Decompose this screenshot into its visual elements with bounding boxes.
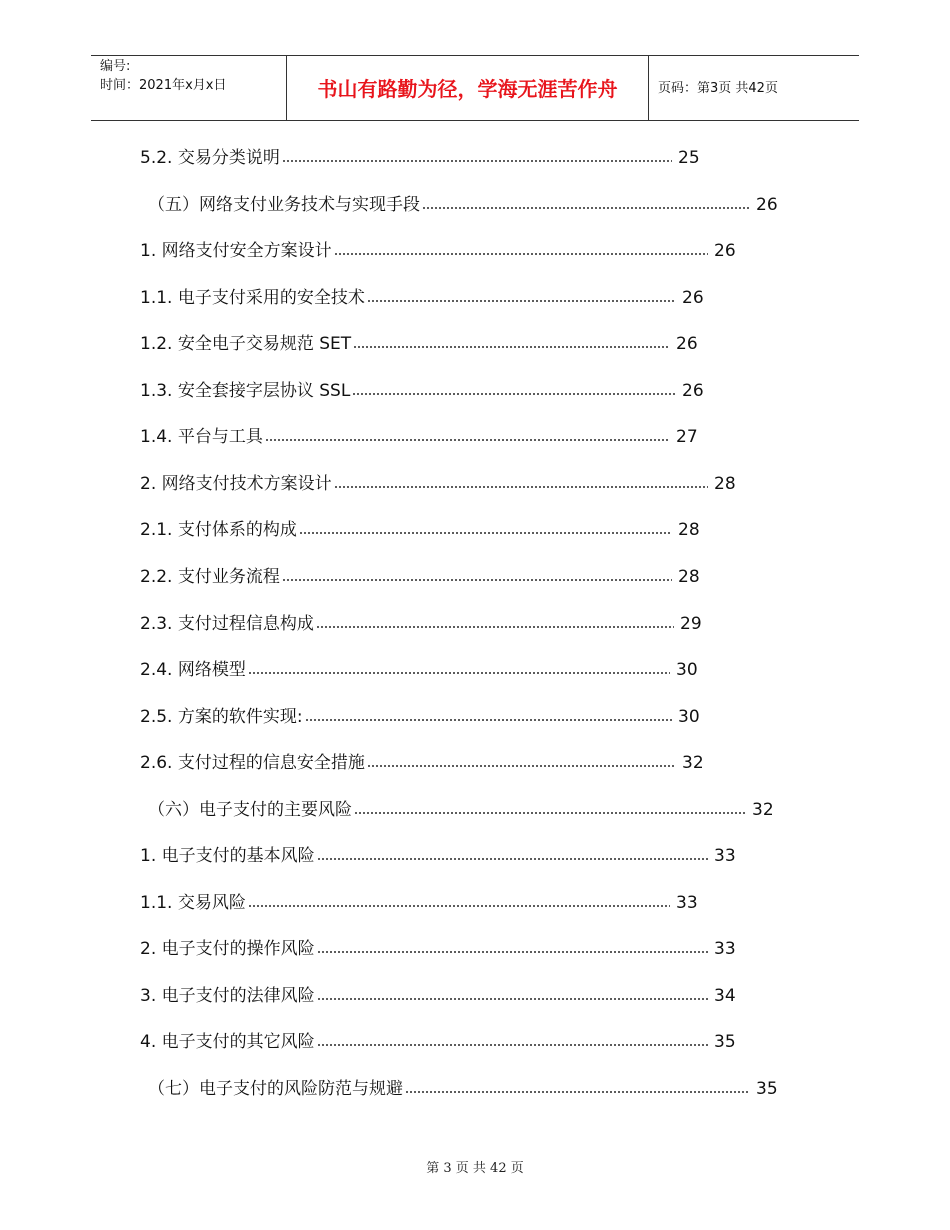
- toc-entry-title: （七）电子支付的风险防范与规避: [148, 1079, 403, 1099]
- toc-entry: [148, 1077, 786, 1101]
- toc-entry-title: （五）网络支付业务技术与实现手段: [148, 194, 420, 215]
- toc-leader-dots: [248, 671, 670, 675]
- toc-leader-dots: [334, 485, 708, 489]
- toc-entry: [140, 891, 706, 915]
- toc-entry: [140, 751, 712, 775]
- toc-entry: [140, 984, 744, 1008]
- toc-entry: [140, 146, 708, 170]
- toc-entry: [148, 798, 782, 822]
- toc-entry-page: 28: [714, 473, 736, 494]
- toc-entry-page: 35: [756, 1079, 778, 1099]
- toc-leader-dots: [248, 904, 670, 908]
- toc-entry-page: 29: [680, 613, 702, 634]
- toc-leader-dots: [367, 299, 676, 303]
- toc-leader-dots: [405, 1090, 750, 1094]
- toc-entry: [140, 1030, 744, 1054]
- toc-entry-page: 33: [714, 939, 736, 960]
- toc-entry-page: 28: [678, 520, 700, 541]
- toc-entry-title: （六）电子支付的主要风险: [148, 799, 352, 820]
- toc-leader-dots: [317, 950, 708, 954]
- toc-leader-dots: [317, 997, 708, 1001]
- toc-leader-dots: [354, 811, 746, 815]
- toc-entry: [140, 472, 744, 496]
- toc-entry-page: 27: [676, 427, 698, 448]
- toc-leader-dots: [352, 392, 676, 396]
- toc-leader-dots: [316, 625, 674, 629]
- toc-entry-title: 1.1. 交易风险: [140, 892, 246, 913]
- toc-entry-page: 32: [682, 753, 704, 774]
- toc-entry-title: 5.2. 交易分类说明: [140, 148, 280, 168]
- toc-leader-dots: [317, 857, 708, 861]
- toc-leader-dots: [282, 578, 672, 582]
- toc-entry-page: 26: [756, 194, 778, 215]
- toc-entry-title: 2. 电子支付的操作风险: [140, 939, 315, 960]
- date-label: 时间：2021年x月x日: [100, 78, 227, 93]
- toc-entry: [140, 239, 744, 263]
- toc-leader-dots: [334, 252, 708, 256]
- toc-leader-dots: [305, 718, 672, 722]
- toc-entry: [140, 379, 712, 403]
- toc-leader-dots: [422, 206, 750, 210]
- toc-entry-page: 26: [714, 241, 736, 262]
- toc-leader-dots: [299, 531, 672, 535]
- toc-entry-page: 33: [676, 892, 698, 913]
- page-footer: 第 3 页 共 42 页: [426, 1161, 524, 1176]
- toc-entry: [140, 612, 710, 636]
- toc-entry: [140, 937, 744, 961]
- toc-leader-dots: [282, 159, 672, 163]
- toc-entry-page: 26: [682, 287, 704, 308]
- toc-leader-dots: [265, 438, 670, 442]
- toc-entry-title: 3. 电子支付的法律风险: [140, 985, 315, 1006]
- toc-entry-title: 1. 电子支付的基本风险: [140, 846, 315, 867]
- toc-entry-page: 32: [752, 799, 774, 820]
- toc-entry-page: 26: [676, 334, 698, 355]
- toc-entry-title: 2.3. 支付过程信息构成: [140, 613, 314, 634]
- toc-entry: [140, 425, 706, 449]
- toc-entry: [140, 332, 706, 356]
- toc-entry: [140, 658, 706, 682]
- toc-entry-title: 1. 网络支付安全方案设计: [140, 241, 332, 262]
- toc-entry-page: 28: [678, 566, 700, 587]
- toc-entry: [148, 193, 786, 217]
- toc-entry-page: 26: [682, 380, 704, 401]
- header-motto: 书山有路勤为径，学海无涯苦作舟: [317, 77, 618, 101]
- toc-entry: [140, 565, 708, 589]
- toc-entry-page: 33: [714, 846, 736, 867]
- toc-entry-page: 35: [714, 1032, 736, 1053]
- toc-entry-page: 34: [714, 985, 736, 1006]
- toc-entry-page: 25: [678, 148, 700, 168]
- toc-entry-title: 2.6. 支付过程的信息安全措施: [140, 753, 365, 774]
- toc-leader-dots: [367, 764, 676, 768]
- toc-entry-title: 1.1. 电子支付采用的安全技术: [140, 287, 365, 308]
- toc-entry-title: 2.2. 支付业务流程: [140, 566, 280, 587]
- toc-entry-title: 2.5. 方案的软件实现:: [140, 706, 303, 727]
- toc-entry-page: 30: [676, 660, 698, 681]
- toc-entry: [140, 286, 712, 310]
- toc-entry-title: 2. 网络支付技术方案设计: [140, 473, 332, 494]
- toc-entry-page: 30: [678, 706, 700, 727]
- toc-entry: [140, 705, 708, 729]
- toc-leader-dots: [317, 1043, 708, 1047]
- toc-entry-title: 2.4. 网络模型: [140, 660, 246, 681]
- toc-entry-title: 1.3. 安全套接字层协议 SSL: [140, 380, 351, 401]
- toc-leader-dots: [353, 345, 670, 349]
- toc-entry-title: 4. 电子支付的其它风险: [140, 1032, 315, 1053]
- toc-entry-title: 2.1. 支付体系的构成: [140, 520, 297, 541]
- header-page-info: 页码：第3页 共42页: [658, 81, 778, 96]
- toc-entry: [140, 844, 744, 868]
- toc-entry-title: 1.2. 安全电子交易规范 SET: [140, 334, 352, 355]
- code-label: 编号:: [100, 59, 131, 74]
- toc-entry-title: 1.4. 平台与工具: [140, 427, 263, 448]
- toc-entry: [140, 518, 708, 542]
